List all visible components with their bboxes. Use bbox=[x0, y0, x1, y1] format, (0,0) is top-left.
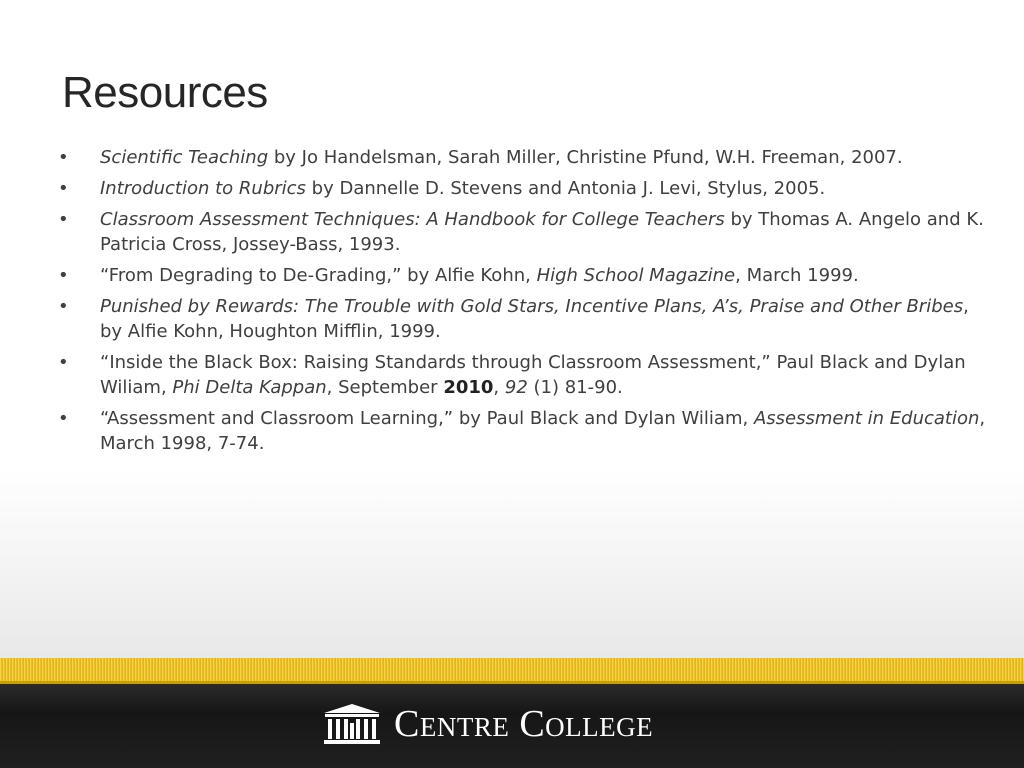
resource-text-segment: Introduction to Rubrics bbox=[100, 178, 306, 199]
resource-text-segment: “From Degrading to De-Grading,” by Alfie Kohn, bbox=[100, 265, 537, 286]
resource-text-segment: 2010 bbox=[443, 377, 494, 398]
bullet-icon: • bbox=[58, 147, 69, 168]
resource-text-segment: by Thomas A. Angelo and K. Patricia Cross, Jossey-Bass, 1993. bbox=[100, 209, 984, 255]
gold-stripe-band bbox=[0, 658, 1024, 684]
resource-text-segment: High School Magazine bbox=[536, 265, 736, 286]
resource-text-segment: “Assessment and Classroom Learning,” by Paul Black and Dylan Wiliam, bbox=[100, 408, 754, 429]
resource-text-segment: by Dannelle D. Stevens and Antonia J. Levi, Stylus, 2005. bbox=[305, 178, 826, 199]
resource-item bbox=[56, 350, 986, 400]
resource-text-segment: by Jo Handelsman, Sarah Miller, Christine Pfund, W.H. Freeman, 2007. bbox=[268, 147, 903, 168]
resource-text-segment: “Inside the Black Box: Raising Standards through Classroom Assessment,” Paul Black and Dylan Wiliam, bbox=[100, 352, 966, 398]
bullet-icon: • bbox=[58, 408, 69, 429]
resource-item bbox=[56, 406, 986, 456]
resource-text-segment: , by Alfie Kohn, Houghton Mifflin, 1999. bbox=[100, 296, 969, 342]
slide-title: Resources bbox=[62, 68, 268, 117]
resource-list bbox=[56, 145, 986, 462]
resource-text-segment: (1) 81-90. bbox=[527, 377, 623, 398]
resource-text-segment: Assessment in Education bbox=[753, 408, 980, 429]
resource-item bbox=[56, 263, 986, 288]
building-columns-icon bbox=[322, 703, 382, 745]
resource-text-segment: , September bbox=[326, 377, 444, 398]
bullet-icon: • bbox=[58, 265, 69, 286]
resource-text-segment: Punished by Rewards: The Trouble with Gold Stars, Incentive Plans, A’s, Praise and Other Bribes bbox=[100, 296, 964, 317]
resource-item bbox=[56, 145, 986, 170]
resource-text-segment: 92 bbox=[504, 377, 528, 398]
resource-text-segment: Phi Delta Kappan bbox=[172, 377, 327, 398]
resource-text-segment: , bbox=[493, 377, 505, 398]
resource-text-segment: , March 1999. bbox=[735, 265, 859, 286]
bullet-icon: • bbox=[58, 178, 69, 199]
resource-item bbox=[56, 207, 986, 257]
bullet-icon: • bbox=[58, 296, 69, 317]
bullet-icon: • bbox=[58, 209, 69, 230]
bullet-icon: • bbox=[58, 352, 69, 373]
resource-item bbox=[56, 294, 986, 344]
resource-item bbox=[56, 176, 986, 201]
logo-wordmark: Centre College bbox=[394, 703, 654, 745]
resource-text-segment: Classroom Assessment Techniques: A Handbook for College Teachers bbox=[100, 209, 725, 230]
centre-college-logo bbox=[322, 700, 653, 748]
resource-text-segment: , March 1998, 7-74. bbox=[100, 408, 986, 454]
resource-text-segment: Scientific Teaching bbox=[100, 147, 269, 168]
